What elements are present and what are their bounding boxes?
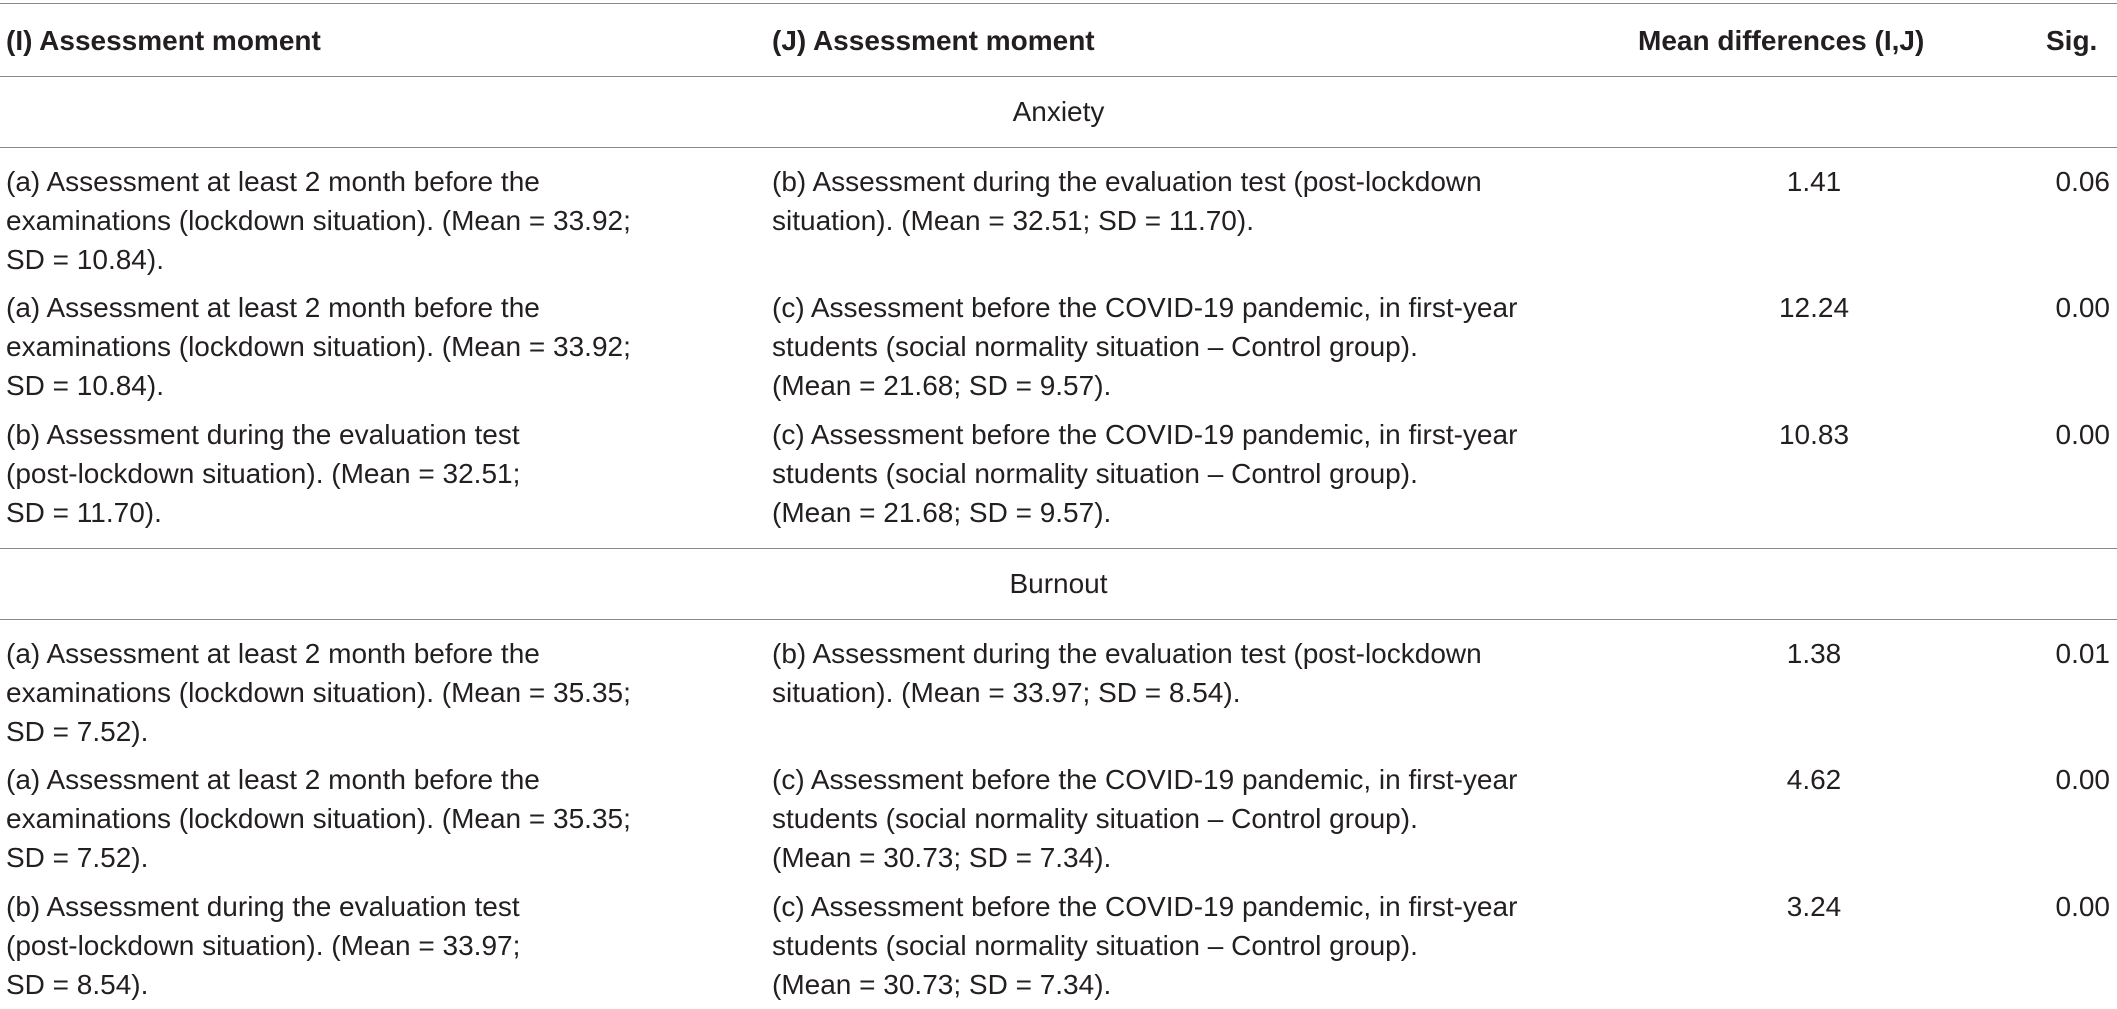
- cell-mean-difference: 1.41: [1786, 166, 1842, 197]
- cell-sig: 0.01: [2055, 638, 2110, 669]
- cell-mean-difference: 10.83: [1778, 419, 1850, 450]
- cell-i-assessment: (b) Assessment during the evaluation test (post-lockdown situation). (Mean = 33.97; SD = 8.54).: [6, 891, 521, 1000]
- cell-j-assessment: (c) Assessment before the COVID-19 pandemic, in first-year students (social normality situation – Control group). (Mean = 21.68; SD = 9.57).: [772, 292, 1518, 401]
- cell-mean-difference: 3.24: [1786, 891, 1842, 922]
- cell-j-assessment: (c) Assessment before the COVID-19 pandemic, in first-year students (social normality situation – Control group). (Mean = 30.73; SD = 7.34).: [772, 891, 1518, 1000]
- cell-mean-difference: 4.62: [1786, 764, 1842, 795]
- cell-j-assessment: (c) Assessment before the COVID-19 pandemic, in first-year students (social normality situation – Control group). (Mean = 21.68; SD = 9.57).: [772, 419, 1518, 528]
- header-rule: [0, 76, 2117, 77]
- cell-mean-difference: 12.24: [1778, 292, 1850, 323]
- cell-sig: 0.00: [2055, 891, 2110, 922]
- section-title-burnout: Burnout: [1009, 568, 1108, 599]
- cell-i-assessment: (b) Assessment during the evaluation test (post-lockdown situation). (Mean = 32.51; SD = 11.70).: [6, 419, 521, 528]
- cell-j-assessment: (b) Assessment during the evaluation test (post-lockdown situation). (Mean = 32.51; SD = 11.70).: [772, 166, 1482, 236]
- cell-mean-difference: 1.38: [1786, 638, 1842, 669]
- header-i-assessment: (I) Assessment moment: [6, 25, 321, 56]
- cell-i-assessment: (a) Assessment at least 2 month before the examinations (lockdown situation). (Mean = 33.92; SD = 10.84).: [6, 166, 631, 275]
- top-rule: [0, 3, 2117, 4]
- section-divider-rule: [0, 548, 2117, 549]
- cell-i-assessment: (a) Assessment at least 2 month before the examinations (lockdown situation). (Mean = 35.35; SD = 7.52).: [6, 638, 631, 747]
- header-j-assessment: (J) Assessment moment: [772, 25, 1095, 56]
- cell-sig: 0.00: [2055, 419, 2110, 450]
- cell-sig: 0.00: [2055, 764, 2110, 795]
- header-sig: Sig.: [2046, 25, 2098, 56]
- cell-sig: 0.06: [2055, 166, 2110, 197]
- cell-i-assessment: (a) Assessment at least 2 month before the examinations (lockdown situation). (Mean = 33.92; SD = 10.84).: [6, 292, 631, 401]
- section-title-anxiety: Anxiety: [1012, 96, 1105, 127]
- cell-j-assessment: (c) Assessment before the COVID-19 pandemic, in first-year students (social normality situation – Control group). (Mean = 30.73; SD = 7.34).: [772, 764, 1518, 873]
- cell-sig: 0.00: [2055, 292, 2110, 323]
- section-rule-anxiety: [0, 147, 2117, 148]
- header-mean-differences: Mean differences (I,J): [1638, 25, 1925, 56]
- section-rule-burnout: [0, 619, 2117, 620]
- cell-i-assessment: (a) Assessment at least 2 month before the examinations (lockdown situation). (Mean = 35.35; SD = 7.52).: [6, 764, 631, 873]
- cell-j-assessment: (b) Assessment during the evaluation test (post-lockdown situation). (Mean = 33.97; SD = 8.54).: [772, 638, 1482, 708]
